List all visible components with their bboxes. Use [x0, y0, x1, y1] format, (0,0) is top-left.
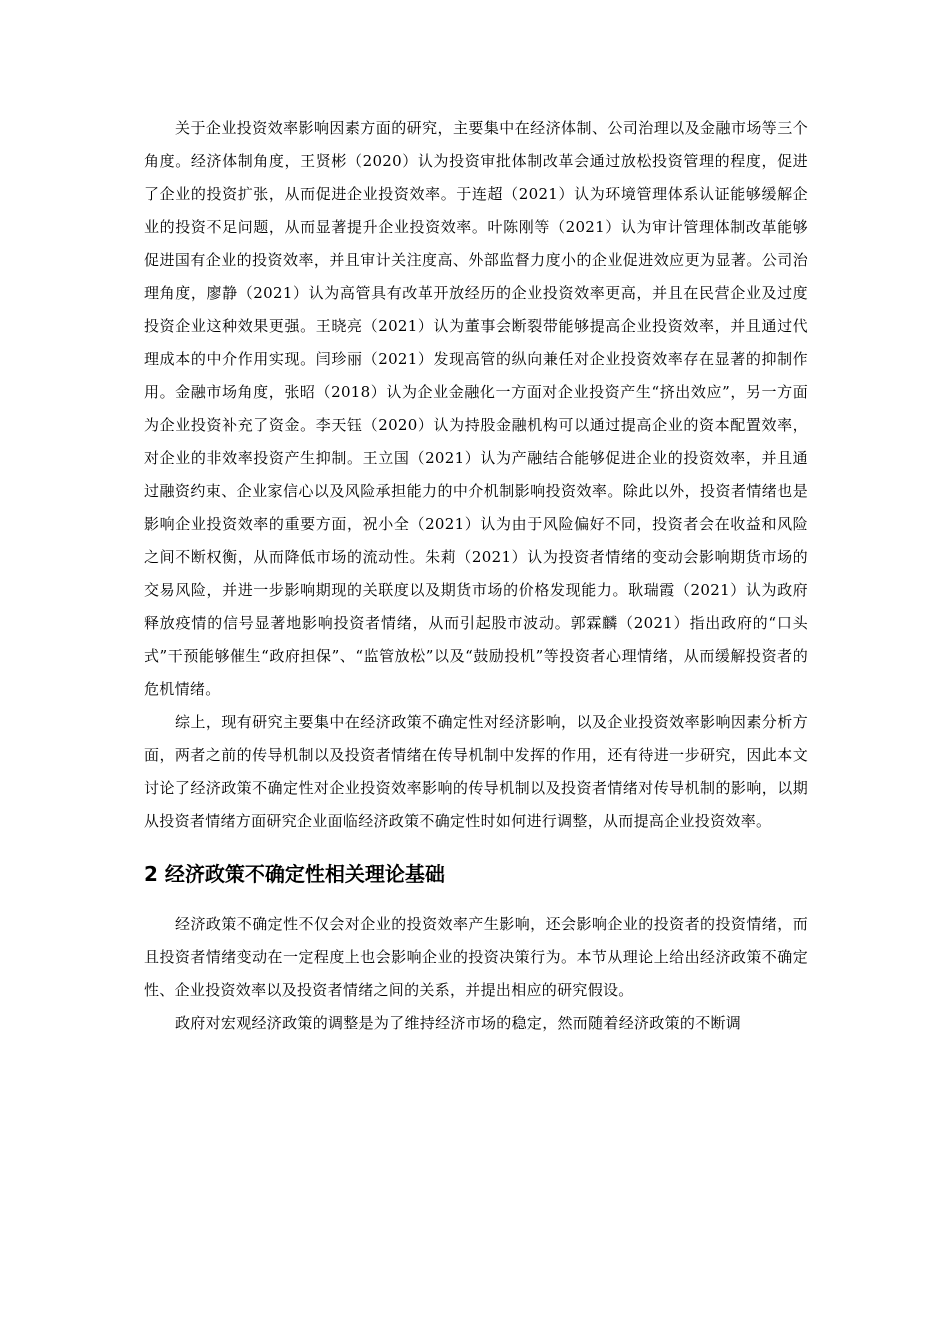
page-content [144, 112, 808, 1040]
body-paragraph-section-continued: 政府对宏观经济政策的调整是为了维持经济市场的稳定，然而随着经济政策的不断调 [175, 1014, 742, 1032]
body-paragraph-literature-review: 关于企业投资效率影响因素方面的研究，主要集中在经济体制、公司治理以及金融市场等三个角度。经济体制角度，王贤彬（2020）认为投资审批体制改革会通过放松投资管理的程度，促进了企业的投资扩张，从而促进企业投资效率。于连超（2021）认为环境管理体系认证能够缓解企业的投资不足问题，从而显著提升企业投资效率。叶陈刚等（2021）认为审计管理体制改革能够促进国有企业的投资效率，并且审计关注度高、外部监督力度小的企业促进效应更为显著。公司治理角度，廖静（2021）认为高管具有改革开放经历的企业投资效率更高，并且在民营企业及过度投资企业这种效果更强。王晓亮（2021）认为董事会断裂带能够提高企业投资效率，并且通过代理成本的中介作用实现。闫珍丽（2021）发现高管的纵向兼任对企业投资效率存在显著的抑制作用。金融市场角度，张昭（2018）认为企业金融化一方面对企业投资产生“挤出效应”，另一方面为企业投资补充了资金。李天钰（2020）认为持股金融机构可以通过提高企业的资本配置效率，对企业的非效率投资产生抑制。王立国（2021）认为产融结合能够促进企业的投资效率，并且通过融资约束、企业家信心以及风险承担能力的中介机制影响投资效率。除此以外，投资者情绪也是影响企业投资效率的重要方面，祝小全（2021）认为由于风险偏好不同，投资者会在收益和风险之间不断权衡，从而降低市场的流动性。朱莉（2021）认为投资者情绪的变动会影响期货市场的交易风险，并进一步影响期现的关联度以及期货市场的价格发现能力。耿瑞霞（2021）认为政府释放疫情的信号显著地影响投资者情绪，从而引起股市波动。郭霖麟（2021）指出政府的“口头式”干预能够催生“政府担保”、“监管放松”以及“鼓励投机”等投资者心理情绪，从而缓解投资者的危机情绪。 [144, 119, 808, 698]
section-heading: 2 经济政策不确定性相关理论基础 [144, 862, 445, 886]
body-paragraph-summary: 综上，现有研究主要集中在经济政策不确定性对经济影响，以及企业投资效率影响因素分析方面，两者之前的传导机制以及投资者情绪在传导机制中发挥的作用，还有待进一步研究，因此本文讨论了经济政策不确定性对企业投资效率影响的传导机制以及投资者情绪对传导机制的影响，以期从投资者情绪方面研究企业面临经济政策不确定性时如何进行调整，从而提高企业投资效率。 [144, 713, 808, 830]
body-paragraph-section-intro: 经济政策不确定性不仅会对企业的投资效率产生影响，还会影响企业的投资者的投资情绪，而且投资者情绪变动在一定程度上也会影响企业的投资决策行为。本节从理论上给出经济政策不确定性、企业投资效率以及投资者情绪之间的关系，并提出相应的研究假设。 [144, 915, 808, 999]
